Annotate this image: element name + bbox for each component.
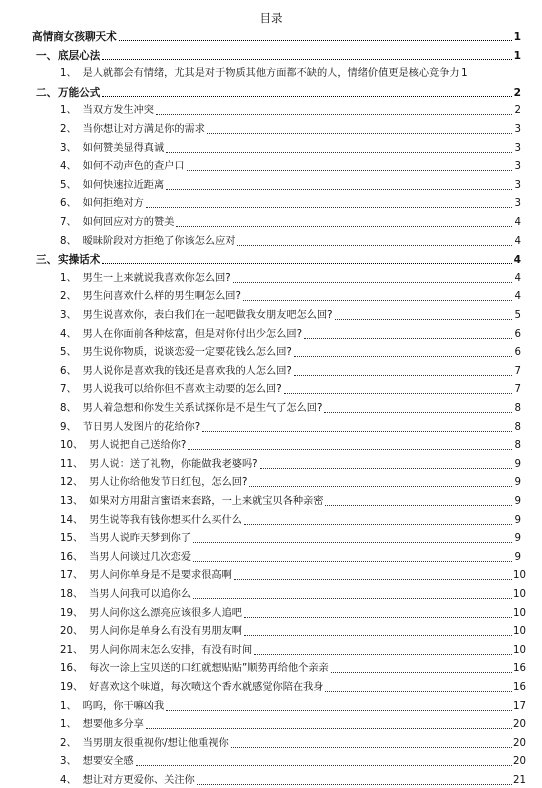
toc-entry-page-number: 10 [513,589,526,600]
toc-entry-page-number: 8 [514,421,521,433]
toc-entry-text: 当男人问谈过几次恋爱 [89,551,192,563]
toc-entry-page-number: 3 [514,198,521,210]
toc-entry-number: 4、 [60,328,77,340]
toc-entry[interactable] [60,365,521,379]
dot-leader [102,263,512,264]
dot-leader [234,579,512,580]
dot-leader [193,542,512,543]
toc-entry-page-number: 20 [513,737,526,749]
toc-entry-text: 如何回应对方的赞美 [82,217,175,228]
toc-entry-number: 6、 [60,198,77,210]
toc-entry[interactable] [60,197,521,211]
toc-entry-text: 实操话术 [58,254,101,267]
toc-entry[interactable] [36,49,521,63]
toc-entry-page-number: 10 [513,626,526,638]
toc-entry[interactable] [60,458,521,472]
toc-entry[interactable] [60,402,521,416]
toc-entry-text: 呜呜，你干嘛凶我 [82,700,165,712]
dot-leader [202,431,512,432]
dot-leader [231,747,512,748]
toc-entry-text: 男生说你物质，说谈恋爱一定要花钱么怎么回? [82,347,292,359]
toc-entry-text: 如何赞美显得真诚 [82,142,165,154]
toc-entry[interactable] [60,216,521,230]
toc-entry[interactable] [60,662,526,676]
toc-entry-page-number: 10 [513,607,526,619]
toc-entry-number: 二、 [36,86,58,99]
toc-entry-number: 1、 [60,272,77,284]
toc-entry-number: 1、 [60,68,77,80]
toc-entry-page-number: 8 [514,440,521,452]
toc-entry[interactable] [60,551,521,565]
toc-entry-text: 当男人问我可以追你么 [89,589,192,600]
toc-entry-text: 底层心法 [58,49,101,62]
toc-entry-text: 男生一上来就说我喜欢你怎么回? [82,272,231,284]
toc-entry-number: 15、 [60,533,84,545]
toc-entry-page-number: 2 [514,105,521,117]
toc-entry-page-number: 4 [514,272,521,284]
toc-entry-text: 男人说把自己送给你? [89,440,187,452]
toc-entry[interactable] [32,30,521,44]
toc-entry-text: 男人着急想和你发生关系试探你是不是生气了怎么回? [82,403,323,414]
toc-entry-page-number: 9 [514,477,521,489]
dot-leader [146,207,512,208]
dot-leader [325,691,512,692]
dot-leader [233,282,512,283]
toc-entry-text: 男人说我可以给你但不喜欢主动要的怎么回? [82,384,282,396]
toc-entry[interactable] [60,588,526,602]
toc-entry-text: 当男朋友很重视你/想让他重视你 [82,737,229,749]
toc-entry-number: 一、 [36,49,58,62]
toc-entry[interactable] [60,421,521,435]
dot-leader [207,133,512,134]
dot-leader [146,728,512,729]
toc-entry-page-number: 7 [514,365,521,377]
toc-entry-page-number: 21 [513,775,526,786]
dot-leader [187,170,512,171]
toc-entry-page-number: 1 [513,31,521,43]
toc-entry-text: 如何快速拉近距离 [82,179,165,191]
toc-entry-page-number: 9 [514,496,521,507]
toc-entry-number: 3、 [60,756,77,768]
toc-entry-text: 如果对方用甜言蜜语来套路，一上来就宝贝各种亲密 [89,496,324,507]
toc-entry-number: 6、 [60,365,77,377]
toc-entry[interactable] [60,681,526,695]
toc-entry-page-number: 1 [461,68,468,80]
dot-leader [335,319,512,320]
toc-entry-page-number: 16 [513,682,526,693]
dot-leader [244,524,512,525]
toc-entry-text: 男人说你是喜欢我的钱还是喜欢我的人怎么回? [82,365,292,377]
toc-entry-page-number: 2 [513,86,521,99]
toc-entry-text: 男人问你是单身么有没有男朋友啊 [89,626,242,638]
toc-entry-number: 5、 [60,179,77,191]
toc-entry-number: 1、 [60,105,77,117]
toc-entry[interactable] [60,625,526,639]
toc-entry-page-number: 4 [513,254,521,267]
toc-entry[interactable] [60,532,521,546]
toc-entry-number: 16、 [60,551,84,563]
toc-entry-text: 男人问你周末怎么安排，有没有时间 [89,644,253,656]
toc-entry-page-number: 10 [513,570,526,582]
toc-entry-text: 男生问喜欢什么样的男生啊怎么回? [82,291,241,303]
toc-entry[interactable] [60,309,521,323]
dot-leader [102,96,512,97]
toc-entry-page-number: 17 [513,700,526,712]
toc-entry[interactable] [60,569,526,583]
toc-entry[interactable] [60,514,521,528]
toc-entry-number: 14、 [60,514,84,526]
dot-leader [237,245,512,246]
toc-entry[interactable] [60,67,521,81]
toc-entry-page-number: 3 [514,142,521,154]
toc-entry[interactable] [60,700,526,714]
toc-entry[interactable] [36,86,521,100]
toc-entry-number: 11、 [60,458,84,470]
dot-leader [197,784,512,785]
toc-entry-text: 每次一涂上宝贝送的口红就想贴贴”顺势再给他个亲亲 [89,663,329,675]
toc-entry[interactable] [60,290,521,304]
toc-entry-page-number: 6 [514,347,521,359]
toc-entry-number: 2、 [60,737,77,749]
toc-entry-text: 男人说：送了礼物，你能做我老婆吗? [89,458,258,470]
toc-entry-page-number: 20 [513,719,526,731]
dot-leader [193,561,512,562]
toc-entry-page-number: 9 [514,551,521,563]
toc-entry-text: 如何不动声色的查户口 [82,161,185,173]
toc-entry-number: 20、 [60,626,84,638]
toc-entry[interactable] [60,123,521,137]
dot-leader [304,338,512,339]
toc-entry-text: 当男人说昨天梦到你了 [89,533,192,545]
toc-entry[interactable] [60,179,521,193]
toc-entry-number: 7、 [60,217,77,228]
toc-entry-number: 4、 [60,161,77,173]
dot-leader [243,300,512,301]
toc-entry[interactable] [60,160,521,174]
toc-entry-number: 三、 [36,254,58,267]
toc-entry-number: 9、 [60,421,77,433]
toc-entry[interactable] [60,737,526,751]
dot-leader [193,598,512,599]
toc-entry-text: 男生说喜欢你，表白我们在一起吧做我女朋友吧怎么回? [82,310,333,321]
dot-leader [324,412,512,413]
toc-entry[interactable] [60,774,526,788]
toc-entry-number: 3、 [60,310,77,321]
toc-entry-text: 如何拒绝对方 [82,198,144,210]
toc-entry-number: 19、 [60,607,84,619]
toc-entry-number: 7、 [60,384,77,396]
toc-entry-number: 19、 [60,682,84,693]
toc-entry-number: 12、 [60,477,84,489]
toc-entry-number: 10、 [60,440,84,452]
dot-leader [284,393,512,394]
toc-entry-page-number: 20 [513,756,526,768]
toc-entry-number: 3、 [60,142,77,154]
toc-entry[interactable] [60,439,521,453]
toc-entry-page-number: 4 [514,235,521,247]
dot-leader [325,505,512,506]
dot-leader [156,114,512,115]
toc-entry[interactable] [60,328,521,342]
toc-entry[interactable] [60,235,521,249]
toc-entry[interactable] [60,718,526,732]
toc-entry[interactable] [60,272,521,286]
toc-entry-number: 1、 [60,700,77,712]
toc-entry-text: 想要他多分享 [82,719,144,731]
dot-leader [249,486,512,487]
toc-entry-number: 21、 [60,644,84,656]
dot-leader [331,672,512,673]
toc-entry-text: 节日男人发图片的花给你? [82,421,201,433]
toc-entry[interactable] [60,495,521,509]
toc-entry[interactable] [60,142,521,156]
dot-leader [244,635,512,636]
toc-entry-text: 万能公式 [58,86,101,99]
toc-entry-text: 男人在你面前各种炫富，但是对你付出少怎么回? [82,328,303,340]
dot-leader [102,59,512,60]
toc-entry-page-number: 8 [514,403,521,414]
dot-leader [119,40,512,41]
toc-entry-page-number: 5 [514,310,521,321]
toc-entry-number: 8、 [60,235,77,247]
toc-entry-number: 4、 [60,775,77,786]
toc-entry[interactable] [60,607,526,621]
toc-entry-number: 8、 [60,403,77,414]
toc-entry[interactable] [60,755,526,769]
toc-entry-page-number: 3 [514,124,521,135]
toc-entry-text: 高情商女孩聊天术 [32,31,117,43]
toc-entry-page-number: 9 [514,533,521,545]
toc-entry-page-number: 1 [513,49,521,62]
toc-entry-number: 18、 [60,589,84,600]
toc-entry-page-number: 9 [514,458,521,470]
toc-entry-page-number: 4 [514,217,521,228]
toc-entry-number: 13、 [60,496,84,507]
toc-entry[interactable] [60,346,521,360]
toc-entry-page-number: 6 [514,328,521,340]
toc-entry-page-number: 16 [513,663,526,675]
toc-entry-text: 男人问你这么漂亮应该很多人追吧 [89,607,242,619]
toc-entry-text: 暧昧阶段对方拒绝了你该怎么应对 [82,235,236,247]
toc-entry-page-number: 10 [513,644,526,656]
toc-entry-text: 男生说等我有钱你想买什么买什么 [89,514,242,526]
toc-entry-text: 男人让你给他发节日红包，怎么回? [89,477,248,489]
toc-entry[interactable] [60,104,521,118]
toc-entry-number: 2、 [60,124,77,135]
toc-entry[interactable] [36,253,521,267]
toc-entry-number: 2、 [60,291,77,303]
dot-leader [260,468,512,469]
toc-entry-text: 当你想让对方满足你的需求 [82,124,205,135]
toc-entry[interactable] [60,476,521,490]
toc-entry-page-number: 7 [514,384,521,396]
dot-leader [294,375,512,376]
toc-entry-text: 当双方发生冲突 [82,105,154,117]
toc-entry-number: 17、 [60,570,84,582]
toc-entry[interactable] [60,644,526,658]
dot-leader [244,617,512,618]
dot-leader [254,654,512,655]
toc-entry-number: 5、 [60,347,77,359]
toc-entry-number: 16、 [60,663,84,675]
toc-entry[interactable] [60,383,521,397]
dot-leader [166,189,512,190]
toc-entry-number: 1、 [60,719,77,731]
toc-entry-text: 是人就都会有情绪，尤其是对于物质其他方面都不缺的人，情绪价值更是核心竞争力 [82,68,460,80]
dot-leader [176,226,512,227]
dot-leader [166,710,512,711]
toc-entry-text: 想让对方更爱你、关注你 [82,775,195,786]
toc-entry-page-number: 3 [514,179,521,191]
toc-title: 目录 [259,11,283,25]
toc-entry-page-number: 4 [514,291,521,303]
toc-entry-text: 男人问你单身是不是要求很高啊 [89,570,232,582]
dot-leader [294,356,512,357]
toc-entry-page-number: 3 [514,161,521,173]
dot-leader [136,765,512,766]
toc-entry-text: 想要安全感 [82,756,134,768]
toc-entry-text: 好喜欢这个味道，每次喷这个香水就感觉你陪在我身 [89,682,324,693]
dot-leader [188,449,512,450]
toc-entry-page-number: 9 [514,514,521,526]
dot-leader [166,152,512,153]
